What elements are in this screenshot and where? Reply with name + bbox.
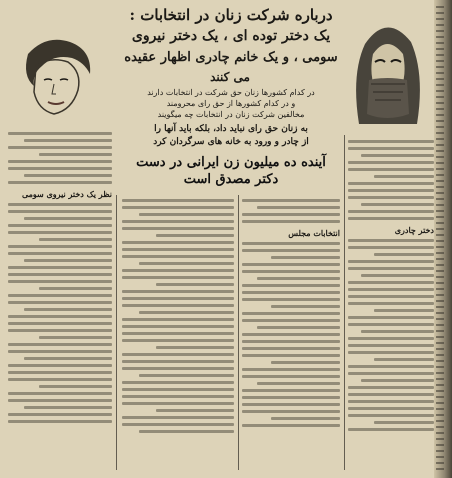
subhead-center: انتخابات مجلس: [288, 228, 340, 238]
subtitle-1: در کدام کشورها زنان حق شرکت در انتخابات دارند: [147, 88, 315, 97]
subtitle-3: مخالفین شرکت زنان در انتخابات چه میگویند: [157, 110, 305, 119]
subtitle-2: و در کدام کشورها از حق رای محرومند: [166, 99, 296, 108]
text-column-left: [8, 128, 112, 473]
middle-deck-2: از چادر و ورود به خانه های سرگردان کرد: [153, 137, 309, 147]
column-divider: [238, 195, 239, 470]
column-divider: [116, 195, 117, 470]
headline-line-3: سومی ، و یک خانم چادری اظهار عقیده: [124, 50, 338, 65]
headline-line-4: می کنند: [210, 70, 250, 84]
subhead-right: دختر چادری: [394, 225, 434, 235]
headline-line-2: یک دختر توده ای ، یک دختر نیروی: [131, 28, 331, 44]
text-column-center-right: [242, 195, 340, 473]
woman-portrait-illustration: [6, 32, 106, 124]
text-column-center-left: [122, 195, 234, 473]
main-title-line-2: دکتر مصدق است: [183, 172, 279, 187]
headline-line-1: درباره شرکت زنان در انتخابات :: [129, 6, 333, 24]
subhead-left: نظر یک دختر نیروی سومی: [21, 189, 112, 199]
text-column-right: [348, 136, 434, 473]
middle-deck-1: به زنان حق رای نباید داد، بلکه باید آنها را: [154, 124, 308, 134]
column-divider: [344, 135, 345, 470]
veiled-woman-illustration: [345, 14, 430, 132]
main-title-line-1: آینده ده میلیون زن ایرانی در دست: [136, 155, 326, 170]
page-edge: [434, 0, 452, 478]
